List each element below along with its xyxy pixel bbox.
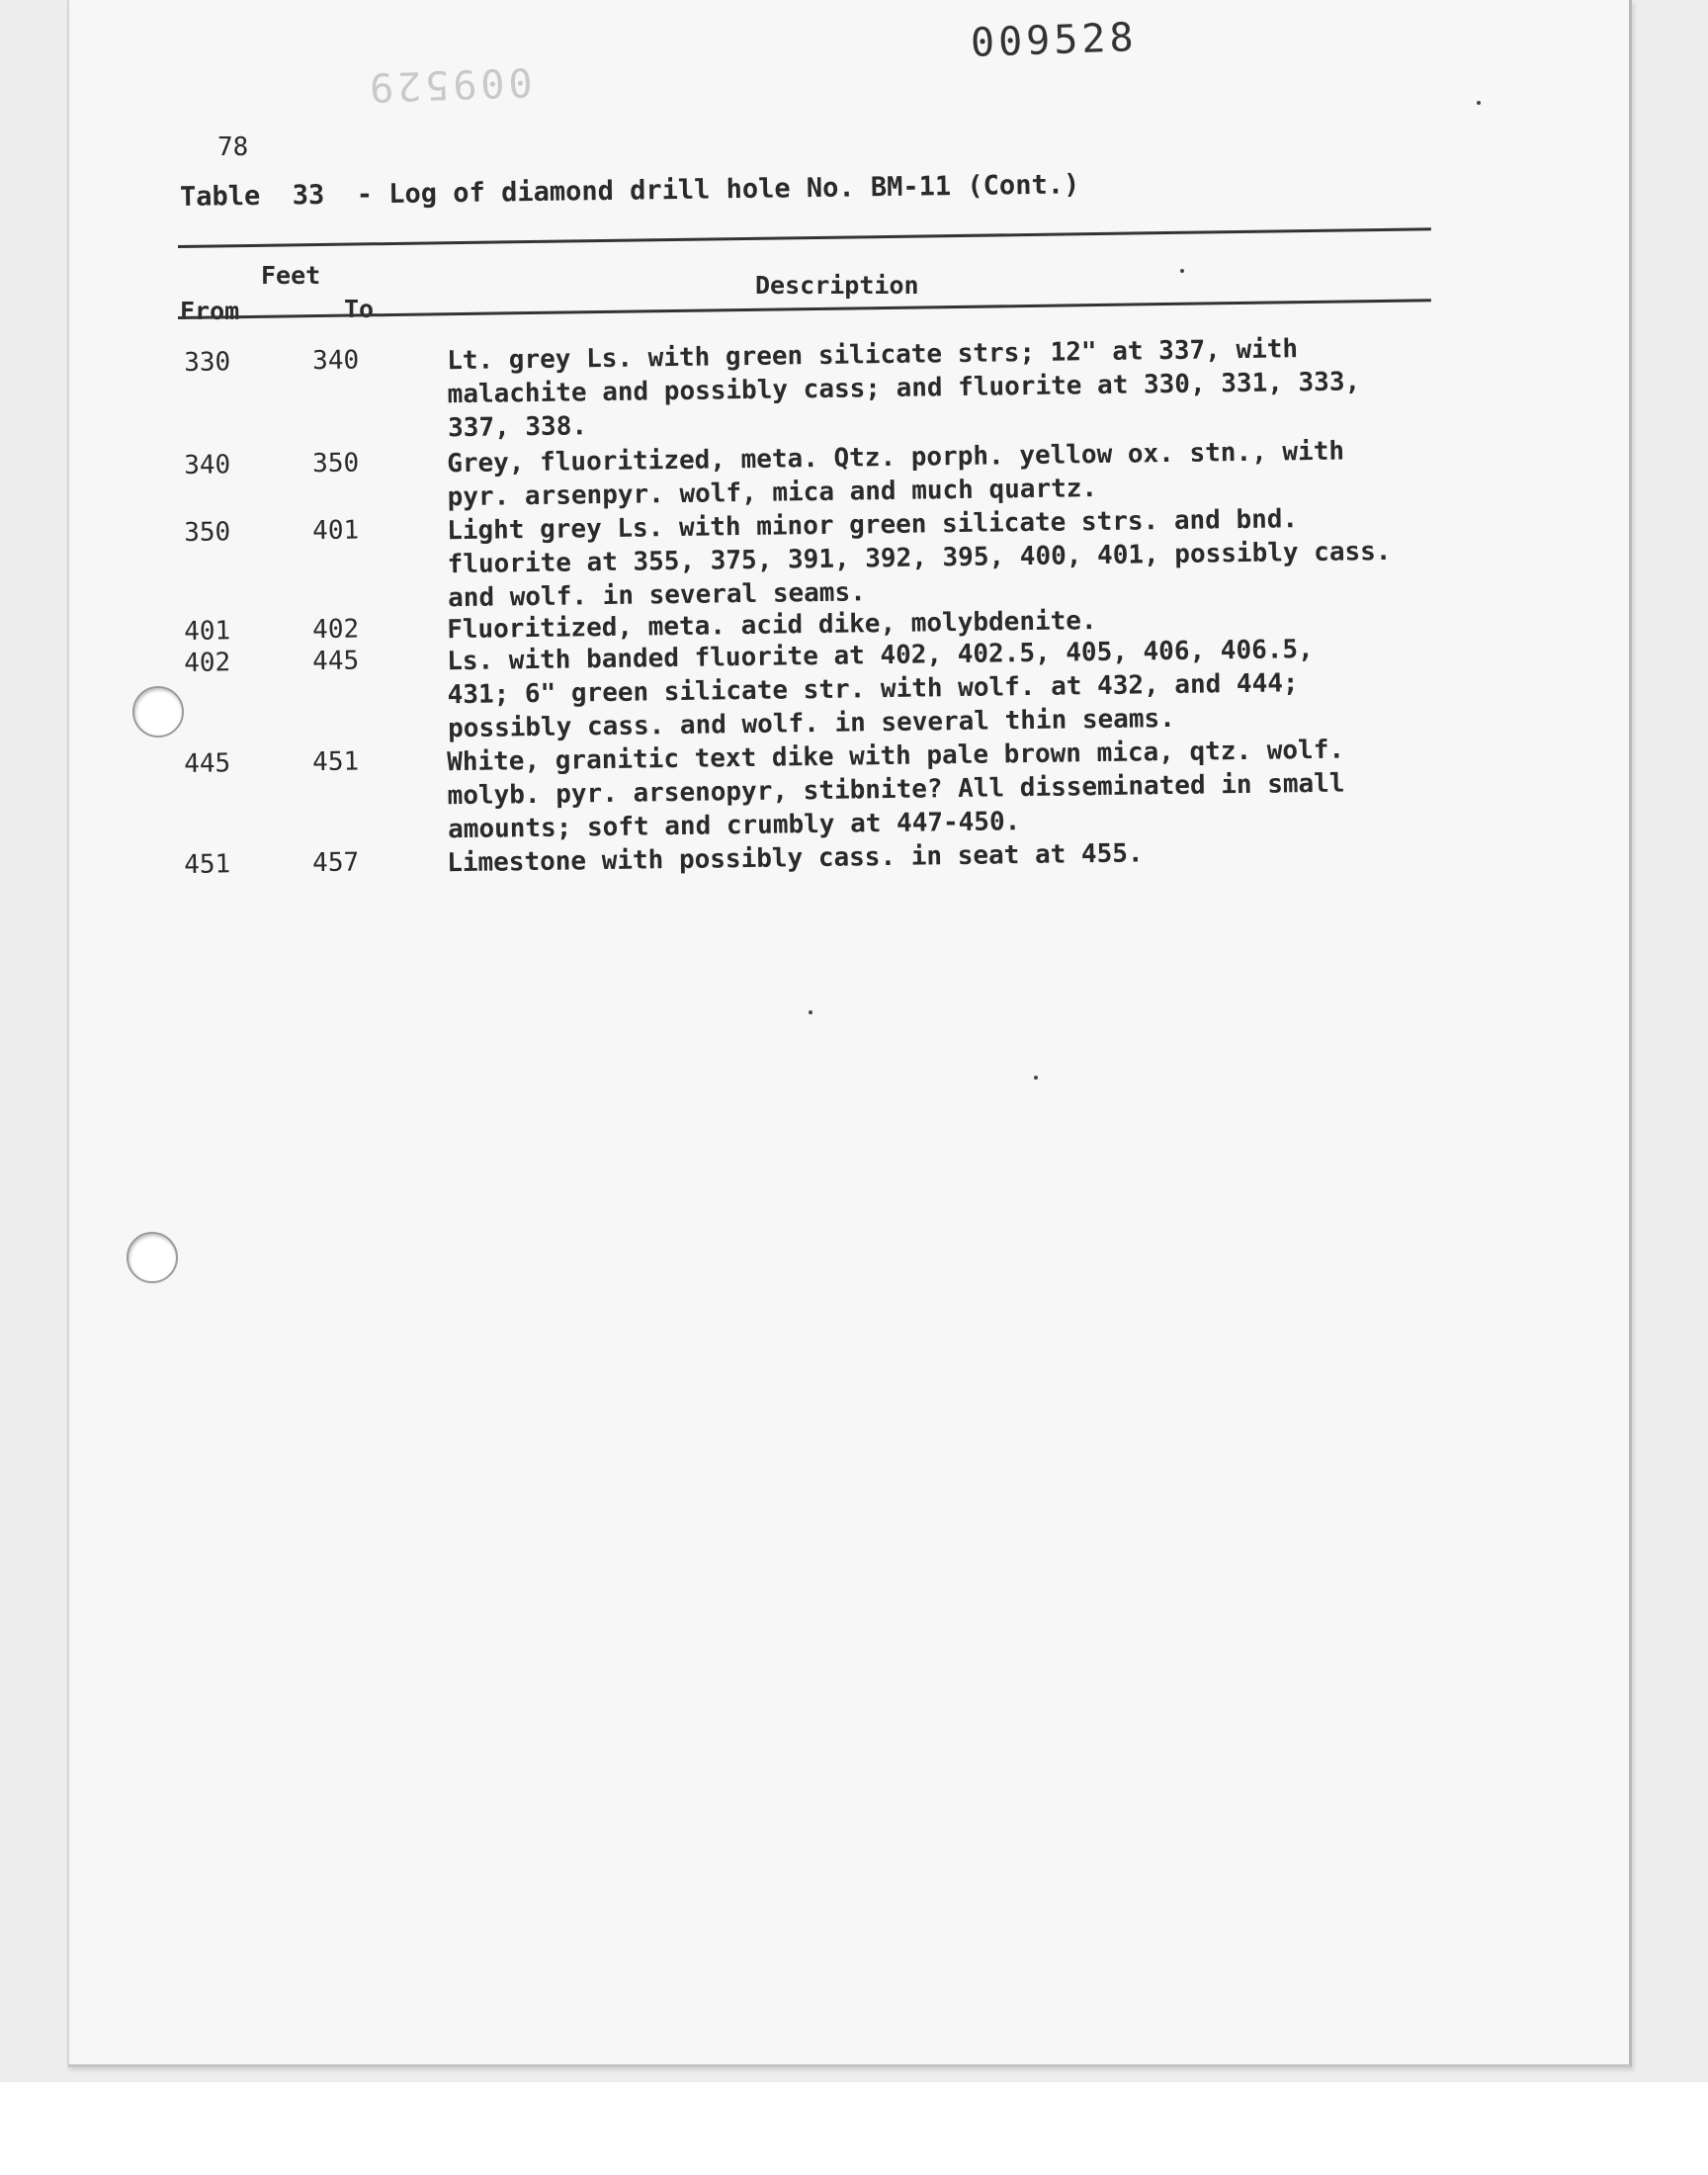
row-description: Ls. with banded fluorite at 402, 402.5, 405, 406, 406.5, 431; 6" green silicate str. with wolf. at 432, and 444; possibly cass. and wolf. in several thin seams.: [447, 634, 1314, 744]
row-to-value: 451: [311, 746, 360, 778]
document-stamp-number: 009528: [970, 15, 1139, 66]
row-to-value: 445: [311, 646, 360, 677]
column-group-feet: Feet: [261, 261, 321, 290]
document-page: [67, 0, 1632, 2067]
page-number: 78: [217, 132, 249, 162]
punch-hole: [132, 686, 184, 738]
scan-speck: [1180, 269, 1184, 273]
row-description: Fluoritized, meta. acid dike, molybdenite.: [447, 606, 1097, 646]
row-from-value: 350: [183, 517, 231, 548]
row-from-value: 402: [183, 648, 231, 678]
row-from-value: 451: [183, 849, 231, 880]
row-from-value: 330: [183, 347, 231, 378]
row-to-value: 401: [311, 515, 360, 547]
scan-background: [0, 2082, 1708, 2175]
row-from-value: 445: [183, 748, 231, 779]
scan-speck: [1034, 1076, 1038, 1080]
row-from-value: 401: [183, 616, 231, 647]
row-from-value: 340: [183, 450, 231, 480]
row-description: Grey, fluoritized, meta. Qtz. porph. yellow ox. stn., with pyr. arsenpyr. wolf, mica and much quartz.: [447, 436, 1345, 513]
scan-speck: [809, 1010, 812, 1014]
punch-hole: [127, 1232, 178, 1283]
row-description: Limestone with possibly cass. in seat at 455.: [447, 838, 1144, 879]
column-header-description: Description: [755, 271, 919, 300]
scan-speck: [1477, 101, 1481, 105]
column-header-from: From: [180, 297, 240, 325]
bleed-through-stamp: 009529: [365, 58, 534, 110]
column-header-to: To: [344, 295, 375, 323]
table-body: [69, 0, 1629, 2064]
row-to-value: 350: [311, 448, 360, 479]
row-description: White, granitic text dike with pale brown mica, qtz. wolf. molyb. pyr. arsenopyr, stibnite? All disseminated in small amounts; soft and crumbly at 447-450.: [447, 735, 1345, 845]
row-to-value: 457: [311, 847, 360, 879]
table-title: Table 33 - Log of diamond drill hole No. BM-11 (Cont.): [179, 169, 1080, 213]
row-to-value: 340: [311, 345, 360, 377]
row-description: Light grey Ls. with minor green silicate strs. and bnd. fluorite at 355, 375, 391, 392, 395, 400, 401, possibly cass. and wolf. in several seams.: [447, 504, 1392, 614]
row-to-value: 402: [311, 614, 360, 646]
row-description: Lt. grey Ls. with green silicate strs; 12" at 337, with malachite and possibly cass; and fluorite at 330, 331, 333, 337, 338.: [447, 334, 1361, 444]
table-row: [69, 328, 1629, 444]
